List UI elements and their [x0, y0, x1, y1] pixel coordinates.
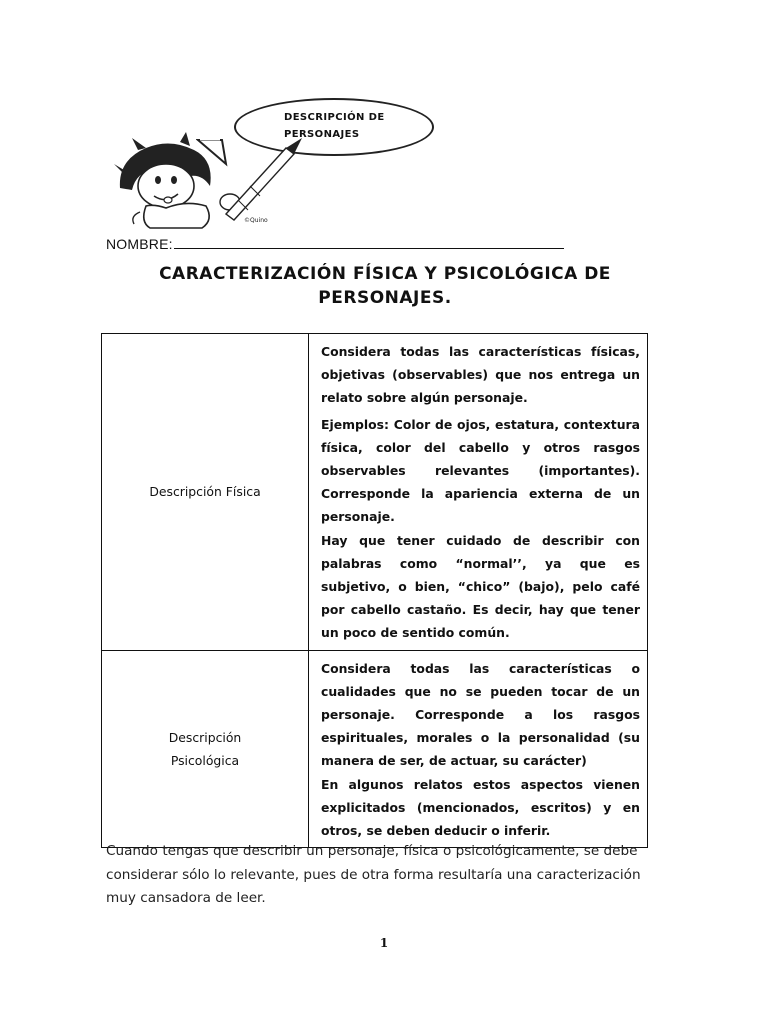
row-body-psicologica — [309, 650, 648, 848]
paragraph: Ejemplos: Color de ojos, estatura, contextura física, color del cabello y otros rasgos observables relevantes (importantes). Corresponde la apariencia externa de un personaje. — [321, 416, 640, 525]
bubble-line-1: DESCRIPCIÓN DE — [284, 112, 385, 123]
row-label-psicologica — [102, 650, 309, 848]
title-line-1: CARACTERIZACIÓN FÍSICA Y PSICOLÓGICA DE — [159, 264, 611, 284]
bubble-line-2: PERSONAJES — [284, 129, 360, 140]
table-row-psicologica — [102, 650, 648, 848]
closing-note: Cuando tengas que describir un personaje, física o psicológicamente, se debe considerar sólo lo relevante, pues de otra forma resultaría una caracterización muy cansadora de leer. — [106, 843, 641, 906]
page-number: 1 — [379, 936, 389, 950]
description-table — [101, 333, 648, 848]
name-field — [106, 236, 564, 252]
title-line-2: PERSONAJES. — [318, 288, 452, 308]
paragraph: Hay que tener cuidado de describir con palabras como “normal’’, ya que es subjetivo, o bien, “chico” (bajo), pelo café por cabello castaño. Es decir, hay que tener un poco de sentido común. — [321, 532, 640, 641]
paragraph: En algunos relatos estos aspectos vienen explicitados (mencionados, escritos) y en otros, se deben deducir o inferir. — [321, 776, 640, 839]
name-label: NOMBRE: — [106, 236, 173, 252]
row-label-fisica — [102, 334, 309, 651]
row-label-line-2: Psicológica — [170, 752, 240, 768]
row-label-text: Descripción Física — [149, 484, 261, 500]
paragraph: Considera todas las características físicas, objetivas (observables) que nos entrega un relato sobre algún personaje. — [321, 344, 640, 406]
table-row-fisica — [102, 334, 648, 651]
document-title — [100, 262, 670, 310]
cartoon-girl-with-pen-illustration — [110, 130, 310, 230]
illustration-signature: ©Quino — [244, 217, 268, 224]
row-body-fisica — [309, 334, 648, 651]
row-label-line-1: Descripción — [168, 729, 242, 745]
paragraph: Considera todas las características o cualidades que no se pueden tocar de un personaje. Corresponde a los rasgos espirituales, morales o la personalidad (su manera de ser, de actuar, su carácter) — [321, 660, 640, 769]
name-blank-line — [174, 236, 564, 249]
